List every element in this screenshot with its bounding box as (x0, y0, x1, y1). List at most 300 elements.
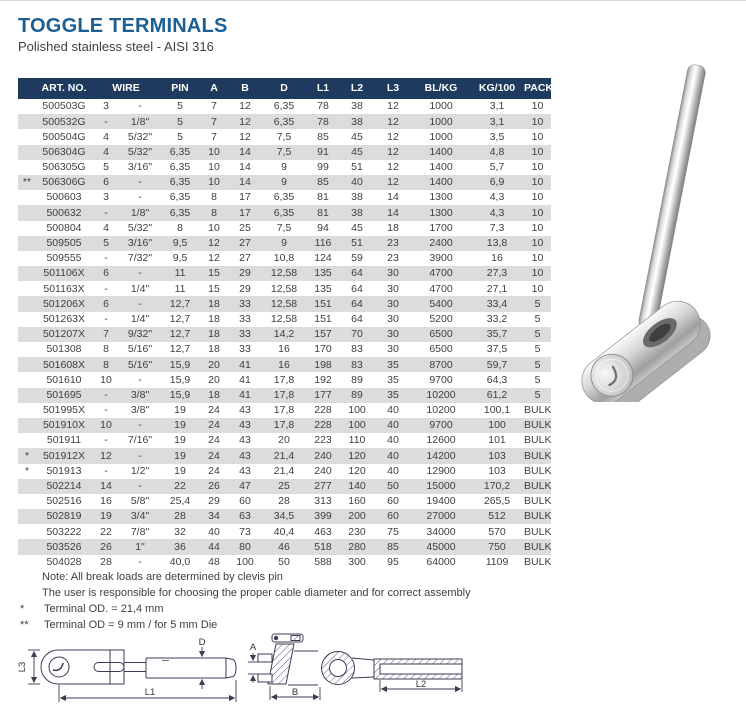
page-subtitle: Polished stainless steel - AISI 316 (18, 39, 214, 54)
cell: 43 (239, 404, 251, 417)
cell: 33 (239, 343, 251, 356)
table-row (18, 160, 551, 175)
cell: 7 (92, 327, 120, 342)
cell: 83 (340, 357, 374, 372)
cell: 43 (239, 434, 251, 447)
cell: 1400 (429, 161, 453, 174)
cell: 34000 (426, 525, 456, 538)
cell: 12 (374, 114, 412, 129)
cell: 64 (351, 312, 363, 325)
cell: 3,1 (470, 114, 524, 129)
cell: 37,5 (486, 343, 508, 356)
cell: 4700 (412, 266, 470, 281)
cell: - (138, 555, 142, 568)
cell: 85 (317, 130, 329, 143)
cell: 5400 (412, 296, 470, 311)
cell: 6500 (412, 327, 470, 342)
cell: 16 (278, 343, 290, 356)
cell: 12 (239, 130, 251, 143)
cell: 12,7 (169, 312, 191, 325)
cell: 32 (174, 525, 186, 538)
cell: 500632 (36, 205, 92, 220)
cell: 24 (208, 434, 220, 447)
cell: 9,5 (172, 252, 188, 265)
row-mark (18, 342, 36, 357)
cell: 5/16" (127, 343, 153, 356)
cell: 501913 (46, 464, 82, 477)
cell: 1300 (412, 205, 470, 220)
footnote-text: Terminal OD = 9 mm / for 5 mm Die (44, 619, 218, 631)
table-row (18, 236, 551, 251)
cell: 12,7 (160, 296, 200, 311)
col-l2: L2 (340, 78, 374, 99)
cell: 5200 (429, 312, 453, 325)
cell: 50 (278, 555, 290, 568)
cell: 1/8" (120, 114, 160, 129)
cell: 12 (387, 161, 399, 174)
row-mark (18, 129, 36, 144)
cell: 26 (200, 479, 228, 494)
table-row (18, 114, 551, 129)
cell: 43 (228, 448, 262, 463)
cell: 38 (351, 100, 363, 113)
cell: 27 (228, 236, 262, 251)
cell: 91 (306, 145, 340, 160)
cell: 25,4 (169, 495, 191, 508)
cell: 35 (374, 388, 412, 403)
cell: 41 (239, 373, 251, 386)
cell: 7/16" (127, 434, 153, 447)
cell: 16 (491, 252, 503, 265)
cell: 501610 (46, 373, 82, 386)
table-header-row (18, 78, 551, 99)
cell: 38 (351, 191, 363, 204)
cell: 3 (103, 100, 109, 113)
cell: 750 (470, 539, 524, 554)
cell: 20 (200, 357, 228, 372)
cell: 12,7 (160, 327, 200, 342)
diagram-side-view (12, 635, 244, 709)
table-row (18, 524, 551, 539)
cell: 13,8 (470, 236, 524, 251)
cell: 85 (374, 539, 412, 554)
row-mark (18, 372, 36, 387)
cell: 4,8 (470, 145, 524, 160)
table-row (18, 494, 551, 509)
cell: 509505 (36, 236, 92, 251)
cell: 8 (200, 205, 228, 220)
table-row (18, 388, 551, 403)
cell: 23 (374, 236, 412, 251)
cell: 19 (160, 418, 200, 433)
cell: BULK (524, 464, 552, 477)
cell: 3900 (429, 252, 453, 265)
cell: 33 (228, 296, 262, 311)
table-row (18, 129, 551, 144)
table-row (18, 509, 551, 524)
cell: 14 (92, 479, 120, 494)
cell: 9 (262, 175, 306, 190)
row-mark (18, 357, 36, 372)
cell: 19400 (426, 495, 456, 508)
cell: 5 (534, 343, 541, 356)
cell: BULK (524, 434, 552, 447)
spec-table (18, 78, 551, 570)
cell: 14 (374, 205, 412, 220)
note-user-responsibility: The user is responsible for choosing the proper cable diameter and for correct assembly (42, 587, 471, 599)
cell: 503526 (36, 539, 92, 554)
row-mark (18, 555, 36, 570)
cell: 3/4" (120, 509, 160, 524)
cell: 8700 (412, 357, 470, 372)
cell: 10 (531, 100, 544, 113)
cell: 5 (524, 388, 551, 403)
cell: 135 (314, 282, 332, 295)
cell: 4700 (429, 282, 453, 295)
cell: 6,35 (160, 175, 200, 190)
cell: 64 (340, 266, 374, 281)
cell: 170 (314, 343, 332, 356)
cell: BULK (524, 480, 552, 493)
cell: 25 (239, 221, 251, 234)
col-art-no: ART. NO. (36, 78, 92, 99)
cell: 35 (374, 357, 412, 372)
cell: - (120, 418, 160, 433)
cell: 63 (228, 509, 262, 524)
cell: 3/8" (120, 388, 160, 403)
cell: - (104, 464, 108, 477)
cell: 19 (174, 404, 186, 417)
cell: 75 (387, 525, 399, 538)
cell: 12 (387, 100, 399, 113)
cell: 9,5 (160, 236, 200, 251)
cell: 11 (160, 266, 200, 281)
cell: 518 (306, 539, 340, 554)
cell: 10 (524, 236, 551, 251)
col-pack: PACK (524, 78, 551, 99)
cell: 12 (92, 448, 120, 463)
cell: 12,7 (169, 343, 191, 356)
cell: 27000 (412, 509, 470, 524)
cell: 18 (200, 296, 228, 311)
cell: 1700 (429, 221, 453, 234)
cell: 33,4 (470, 296, 524, 311)
row-mark (18, 160, 36, 175)
cell: 9700 (412, 418, 470, 433)
cell: 10 (531, 130, 544, 143)
col-pin: PIN (160, 78, 200, 99)
cell: 14 (228, 175, 262, 190)
cell: 1400 (412, 145, 470, 160)
cell: 5,7 (489, 161, 505, 174)
cell: 1000 (412, 114, 470, 129)
cell: 9 (262, 236, 306, 251)
cell: 3/16" (120, 236, 160, 251)
cell: 3/16" (127, 161, 153, 174)
cell: 12600 (426, 434, 456, 447)
cell: 10 (531, 252, 544, 265)
cell: 12 (208, 252, 220, 265)
cell: BULK (524, 555, 552, 568)
row-mark (18, 403, 36, 418)
table-row (18, 403, 551, 418)
cell: 34,5 (262, 509, 306, 524)
cell: 1400 (412, 175, 470, 190)
cell: 18 (208, 312, 220, 325)
cell: 10 (524, 175, 551, 190)
cell: 4,3 (489, 191, 505, 204)
cell: - (104, 434, 108, 447)
cell: 512 (470, 509, 524, 524)
cell: 16 (262, 357, 306, 372)
product-photo (552, 57, 742, 402)
cell: 50 (374, 479, 412, 494)
cell: 33,2 (486, 312, 508, 325)
cell: 83 (351, 343, 363, 356)
cell: 25 (262, 479, 306, 494)
cell: 47 (228, 479, 262, 494)
cell: 6,35 (160, 145, 200, 160)
cell: 64000 (426, 555, 456, 568)
cell: 503222 (46, 525, 82, 538)
cell: 10 (531, 191, 544, 204)
cell: 19 (160, 448, 200, 463)
cell: 7,5 (262, 145, 306, 160)
cell: 280 (340, 539, 374, 554)
cell: 18 (200, 388, 228, 403)
cell: - (104, 404, 108, 417)
cell: 500503G (42, 100, 86, 113)
cell: 10 (208, 161, 220, 174)
cell: 502819 (36, 509, 92, 524)
cell: 99 (317, 161, 329, 174)
cell: BULK (524, 510, 552, 523)
cell: 2400 (412, 236, 470, 251)
table-row (18, 281, 551, 296)
col-d: D (262, 78, 306, 99)
row-mark (18, 251, 36, 266)
cell: 200 (340, 509, 374, 524)
cell: 228 (306, 418, 340, 433)
cell: 463 (314, 525, 332, 538)
cell: 588 (314, 555, 332, 568)
cell: 8 (177, 221, 183, 234)
cell: 17 (228, 205, 262, 220)
cell: 12 (374, 145, 412, 160)
cell: 24 (208, 464, 220, 477)
cell: 7 (200, 114, 228, 129)
cell: 12900 (426, 464, 456, 477)
cell: 15,9 (160, 357, 200, 372)
cell: 10 (200, 175, 228, 190)
notes (42, 569, 471, 601)
table-row (18, 251, 551, 266)
cell: 60 (239, 495, 251, 508)
table-body (18, 99, 551, 570)
cell: 12 (239, 100, 251, 113)
cell: 70 (340, 327, 374, 342)
cell: 124 (314, 252, 332, 265)
note-break-loads: Note: All break loads are determined by clevis pin (42, 571, 283, 583)
cell: 23 (387, 252, 399, 265)
cell: 277 (306, 479, 340, 494)
cell: 40,0 (169, 555, 191, 568)
cell: 501263X (42, 312, 86, 325)
cell: 45 (351, 130, 363, 143)
cell: 7/8" (130, 525, 150, 538)
row-mark (18, 312, 36, 327)
cell: 4 (103, 130, 109, 143)
cell: 40 (387, 404, 399, 417)
cell: 500804 (46, 221, 82, 234)
cell: - (120, 448, 160, 463)
cell: 504028 (46, 555, 82, 568)
cell: 14 (228, 145, 262, 160)
row-mark (18, 524, 36, 539)
cell: 19 (174, 464, 186, 477)
table-row (18, 448, 551, 463)
cell: 14,2 (262, 327, 306, 342)
table-row (18, 357, 551, 372)
cell: - (104, 282, 108, 295)
cell: 501910X (36, 418, 92, 433)
table-row (18, 327, 551, 342)
row-mark (18, 145, 36, 160)
cell: 24 (208, 404, 220, 417)
cell: 51 (351, 161, 363, 174)
row-mark: * (18, 448, 36, 463)
cell: 230 (348, 525, 366, 538)
cell: 43 (228, 418, 262, 433)
cell: 7,5 (276, 130, 292, 143)
cell: 61,2 (470, 388, 524, 403)
cell: 15 (208, 282, 220, 295)
row-mark (18, 388, 36, 403)
dim-label-d: D (198, 637, 206, 648)
cell: 40,4 (273, 525, 295, 538)
cell: 116 (306, 236, 340, 251)
cell: 500532G (36, 114, 92, 129)
cell: 15000 (412, 479, 470, 494)
cell: 5 (524, 327, 551, 342)
cell: 78 (306, 114, 340, 129)
cell: 81 (317, 191, 329, 204)
cell: 89 (351, 373, 363, 386)
cell: 506306G (36, 175, 92, 190)
cell: 94 (317, 221, 329, 234)
cell: 14 (239, 161, 251, 174)
cell: 1000 (429, 130, 453, 143)
cell: 85 (306, 175, 340, 190)
cell: 30 (374, 266, 412, 281)
cell: 10 (531, 221, 544, 234)
cell: 73 (239, 525, 251, 538)
cell: 28 (100, 555, 112, 568)
cell: 12 (374, 175, 412, 190)
cell: 6,35 (273, 100, 295, 113)
cell: 38 (340, 205, 374, 220)
cell: 4 (92, 145, 120, 160)
cell: 17 (239, 191, 251, 204)
cell: 40 (374, 448, 412, 463)
cell: 33 (228, 327, 262, 342)
cell: 18 (387, 221, 399, 234)
cell: 300 (348, 555, 366, 568)
cell: 12 (228, 114, 262, 129)
cell: 64,3 (486, 373, 508, 386)
cell: 140 (340, 479, 374, 494)
cell: 10 (208, 221, 220, 234)
cell: 1000 (429, 100, 453, 113)
cell: 36 (160, 539, 200, 554)
row-mark (18, 221, 36, 236)
cell: 12,58 (262, 266, 306, 281)
cell: 8 (92, 357, 120, 372)
cell: 103 (470, 448, 524, 463)
cell: 1/4" (130, 282, 150, 295)
cell: 151 (306, 296, 340, 311)
cell: 501912X (36, 448, 92, 463)
cell: 29 (239, 282, 251, 295)
cell: 17,8 (262, 388, 306, 403)
cell: 5/32" (120, 145, 160, 160)
table-row (18, 145, 551, 160)
cell: - (138, 100, 142, 113)
cell: 8 (211, 191, 217, 204)
cell: 40 (387, 434, 399, 447)
table-row (18, 175, 551, 190)
row-mark (18, 281, 36, 296)
cell: 1/4" (130, 312, 150, 325)
cell: 10200 (426, 404, 456, 417)
dim-label-a: A (249, 642, 257, 653)
cell: 59 (351, 252, 363, 265)
cell: 15,9 (160, 388, 200, 403)
table-row (18, 418, 551, 433)
cell: 43 (239, 464, 251, 477)
cell: 80 (228, 539, 262, 554)
cell: - (120, 479, 160, 494)
cell: 10 (92, 418, 120, 433)
cell: 6,9 (470, 175, 524, 190)
cell: 12,58 (262, 296, 306, 311)
dim-label-l2: L2 (415, 679, 427, 690)
cell: 135 (306, 266, 340, 281)
cell: 1300 (429, 191, 453, 204)
table-row (18, 296, 551, 311)
cell: 12,58 (270, 282, 298, 295)
cell: 48 (208, 555, 220, 568)
cell: 18 (200, 327, 228, 342)
cell: 6,35 (262, 114, 306, 129)
cell: 44 (200, 539, 228, 554)
cell: 120 (340, 448, 374, 463)
cell: 5/32" (127, 221, 153, 234)
cell: 399 (306, 509, 340, 524)
cell: 103 (488, 464, 506, 477)
cell: 4,3 (470, 205, 524, 220)
cell: 100,1 (483, 404, 511, 417)
cell: 38 (340, 114, 374, 129)
cell: - (92, 388, 120, 403)
cell: 228 (314, 404, 332, 417)
cell: 240 (306, 448, 340, 463)
table-row (18, 190, 551, 205)
cell: 506304G (36, 145, 92, 160)
row-mark (18, 266, 36, 281)
cell: 501163X (43, 282, 85, 295)
cell: 6500 (429, 343, 453, 356)
